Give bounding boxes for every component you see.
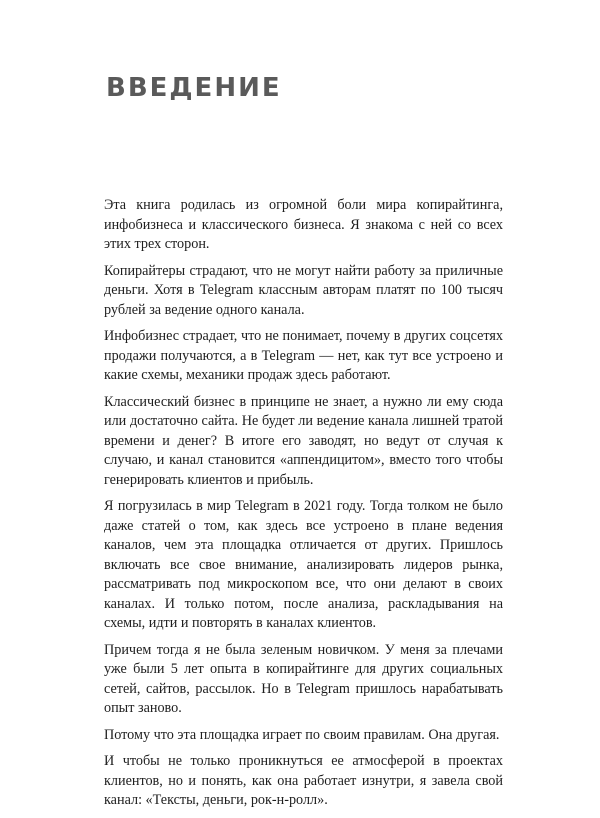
paragraph-6: Причем тогда я не была зеленым новичком. У меня за плечами уже были 5 лет опыта в копирайтинге для других социальных сетей, сайтов, рассылок. Но в Telegram пришлось нарабатывать опыт заново. — [104, 641, 503, 716]
paragraph-7: Потому что эта площадка играет по своим правилам. Она другая. — [104, 726, 500, 743]
chapter-title: ВВЕДЕНИЕ — [106, 73, 282, 103]
paragraph-1: Эта книга родилась из огромной боли мира копирайтинга, инфобизнеса и классического бизнеса. Я знакома с ней со всех этих трех сторон. — [104, 197, 503, 252]
paragraph-4: Классический бизнес в принципе не знает, а нужно ли ему сюда или достаточно сайта. Не будет ли ведение канала лишней тратой времени и денег? В итоге его заводят, но ведут от случая к случаю, и канал становится «аппендицитом», вместо того чтобы генерировать клиентов и прибыль. — [104, 393, 503, 488]
paragraph-3: Инфобизнес страдает, что не понимает, почему в других соцсетях продажи получаются, а в Telegram — нет, как тут все устроено и какие схемы, механики продаж здесь работают. — [104, 328, 503, 383]
paragraph-5: Я погрузилась в мир Telegram в 2021 году. Тогда толком не было даже статей о том, как здесь все устроено в плане ведения каналов, чем эта площадка отличается от других. Пришлось включать все свое внимание, анализировать лидеров рынка, рассматривать под микроскопом все, что они делают в своих каналах. И только потом, после анализа, раскладывания на схемы, идти и повторять в каналах клиентов. — [104, 498, 503, 631]
body-text — [104, 196, 503, 818]
paragraph-2: Копирайтеры страдают, что не могут найти работу за приличные деньги. Хотя в Telegram классным авторам платят по 100 тысяч рублей за ведение одного канала. — [104, 262, 503, 318]
paragraph-8: И чтобы не только проникнуться ее атмосферой в проектах клиентов, но и понять, как она работает изнутри, я завела свой канал: «Тексты, деньги, рок-н-ролл». — [104, 753, 503, 808]
